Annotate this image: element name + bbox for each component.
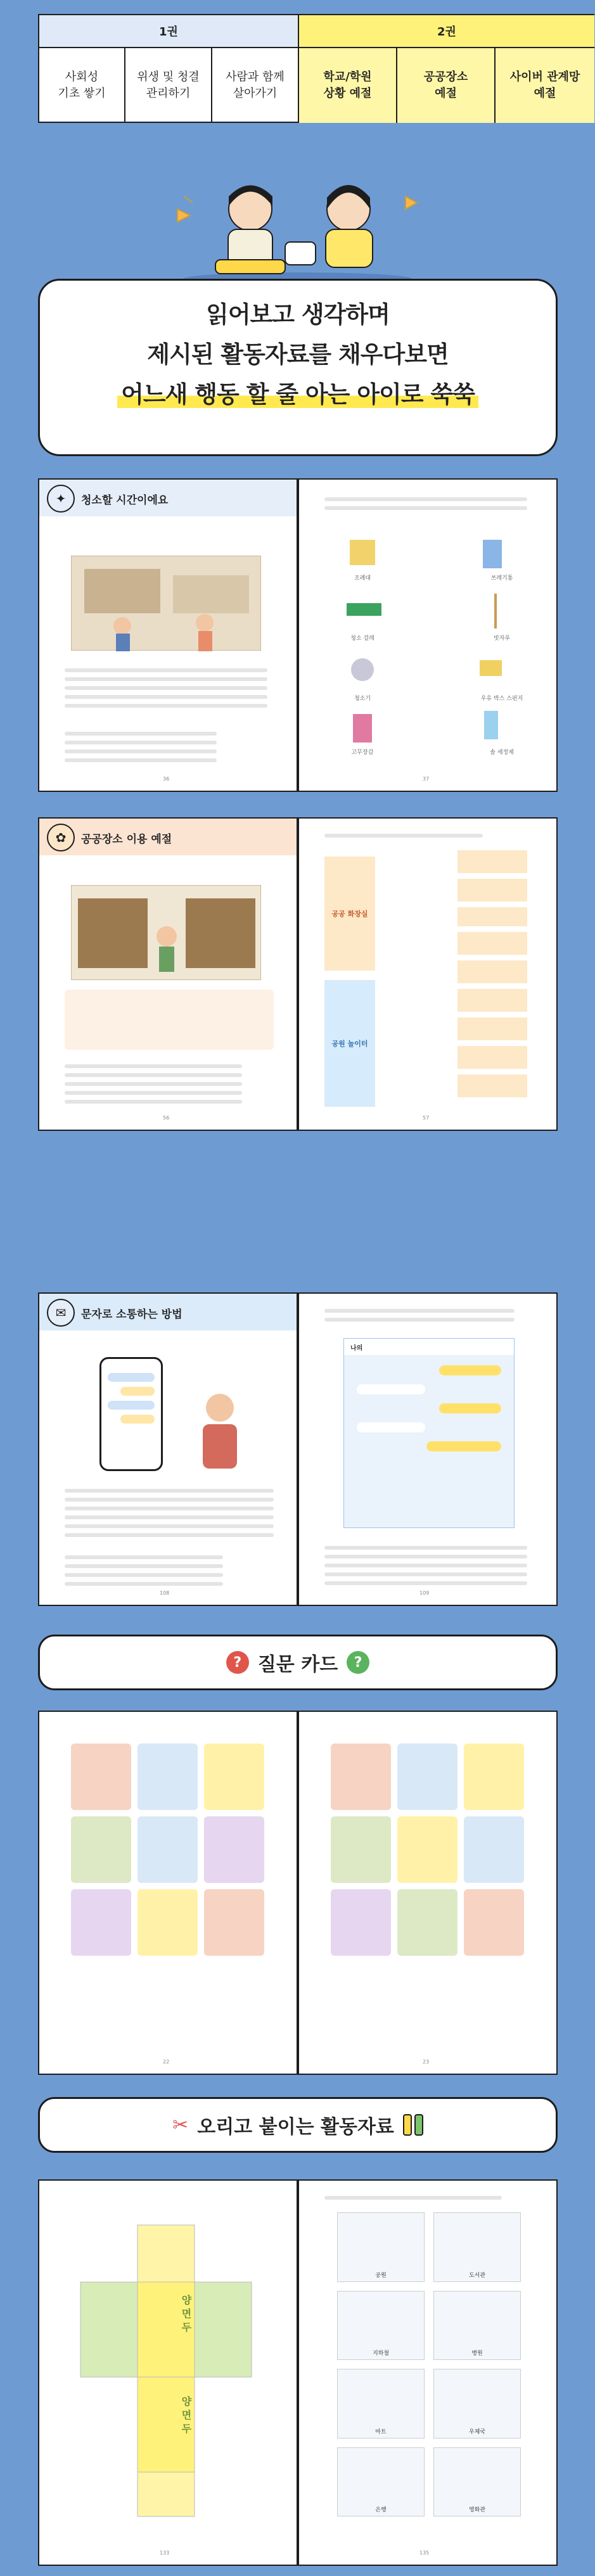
spread1-title: 청소할 시간이에요 xyxy=(81,494,169,507)
library-illustration xyxy=(71,885,261,980)
spread3-title: 문자로 소통하는 방법 xyxy=(81,1308,182,1321)
vol1-cell-2: 위생 및 청결 관리하기 xyxy=(125,48,212,123)
item-label-5: 청소기 xyxy=(354,696,371,702)
behavior-list xyxy=(457,850,527,1097)
question-cards-right-page xyxy=(298,1711,558,2075)
classroom-illustration xyxy=(71,556,261,651)
phone-illustration xyxy=(99,1357,163,1471)
question-right-page-num: 23 xyxy=(423,2059,430,2065)
question-cards-left-page xyxy=(38,1711,298,2075)
place-card: 지하철 xyxy=(337,2291,425,2361)
place-card: 병원 xyxy=(433,2291,521,2361)
category-park-playground: 공원 놀이터 xyxy=(324,980,375,1107)
box-label-bottom: 양 면 두 xyxy=(180,2396,192,2434)
question-cards-heading xyxy=(38,1635,558,1690)
spread2-left-page-num: 56 xyxy=(163,1115,170,1121)
item-label-2: 쓰레기통 xyxy=(490,575,513,582)
place-card: 우체국 xyxy=(433,2369,521,2439)
item-label-4: 빗자루 xyxy=(493,635,511,642)
vol1-cell-3: 사람과 함께 살아가기 xyxy=(212,48,299,123)
kids-illustration xyxy=(139,158,456,285)
glue-icon xyxy=(403,2114,423,2136)
place-card: 도서관 xyxy=(433,2212,521,2282)
spread3-right-page xyxy=(298,1292,558,1606)
cutout-left-page xyxy=(38,2179,298,2566)
cutout-right-page-num: 135 xyxy=(419,2550,430,2556)
spread3-right-page-num: 109 xyxy=(419,1590,430,1596)
spread2-right-page-num: 57 xyxy=(423,1115,430,1121)
box-net-illustration xyxy=(77,2219,261,2523)
broom-icon: ✦ xyxy=(47,485,75,513)
cutout-left-page-num: 133 xyxy=(160,2550,170,2556)
question-icon-green: ? xyxy=(347,1651,369,1674)
category-public-restroom: 공공 화장실 xyxy=(324,857,375,971)
vol2-header: 2권 xyxy=(299,15,594,48)
spread2-left-page xyxy=(38,817,298,1131)
vol1-header: 1권 xyxy=(39,15,299,48)
question-cards-title: 질문 카드 xyxy=(257,1654,338,1676)
question-icon: ? xyxy=(226,1651,249,1674)
chat-window xyxy=(343,1338,515,1528)
chat-title: 나의 xyxy=(344,1339,514,1355)
place-card-grid xyxy=(337,2212,521,2516)
cutout-right-page xyxy=(298,2179,558,2566)
scissors-icon: ✂ xyxy=(172,2114,189,2136)
item-label-6: 우유 박스 스펀지 xyxy=(480,696,523,702)
hero-line-2: 제시된 활동자료를 채우다보면 xyxy=(147,341,449,368)
item-label-7: 고무장갑 xyxy=(351,749,374,756)
item-label-3: 청소 걸레 xyxy=(350,635,374,642)
graduate-icon: ✉ xyxy=(47,1299,75,1327)
vol2-cell-3: 사이버 관계망 예절 xyxy=(496,48,594,123)
volume-table xyxy=(38,14,594,123)
place-card: 영화관 xyxy=(433,2447,521,2517)
spread3-left-page xyxy=(38,1292,298,1606)
spread2-title: 공공장소 이용 예절 xyxy=(81,832,172,846)
building-icon: ✿ xyxy=(47,824,75,851)
vol2-cell-2: 공공장소 예절 xyxy=(397,48,496,123)
place-card: 은행 xyxy=(337,2447,425,2517)
vol1-cell-1: 사회성 기초 쌓기 xyxy=(39,48,125,123)
place-card: 공원 xyxy=(337,2212,425,2282)
spread1-left-page-num: 36 xyxy=(163,776,170,782)
item-label-1: 조례대 xyxy=(354,575,371,582)
cutout-title: 오리고 붙이는 활동자료 xyxy=(197,2116,394,2138)
item-label-8: 솔 세정제 xyxy=(490,749,514,756)
place-card: 마트 xyxy=(337,2369,425,2439)
hero-line-3: 어느새 행동 할 줄 아는 아이로 쑥쑥 xyxy=(117,381,478,408)
question-left-page-num: 22 xyxy=(163,2059,170,2065)
cutout-heading xyxy=(38,2097,558,2153)
hero-headline xyxy=(38,303,558,406)
box-label-top: 양 면 두 xyxy=(180,2295,192,2333)
vol2-cell-1: 학교/학원 상황 예절 xyxy=(299,48,397,123)
spread1-right-page-num: 37 xyxy=(423,776,430,782)
spread3-left-page-num: 108 xyxy=(160,1590,170,1596)
spread1-left-page xyxy=(38,478,298,792)
spread1-right-page xyxy=(298,478,558,792)
hero-line-1: 읽어보고 생각하며 xyxy=(206,301,390,328)
spread2-right-page xyxy=(298,817,558,1131)
